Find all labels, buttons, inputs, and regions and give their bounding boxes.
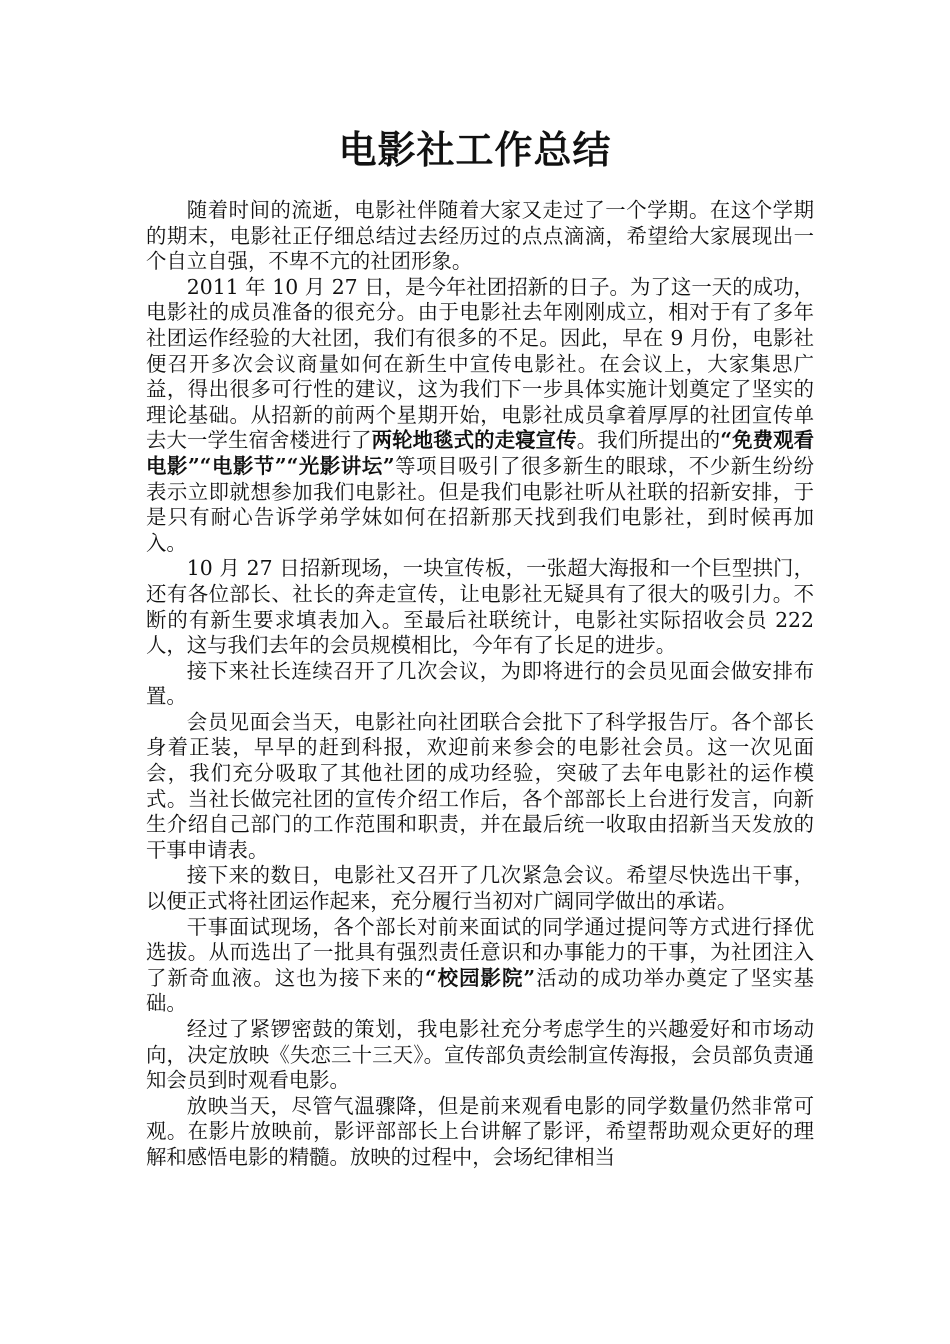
text-segment: 等项目吸引了很多新生的眼球，不少新生纷纷表示立即就想参加我们电影社。但是我们电影社听从社联的招新安排，于是只有耐心告诉学弟学妹如何在招新那天找到我们电影社，到时候再加入。 <box>146 453 814 555</box>
text-segment: 干事面试现场，各个部长对前来面试的同学通过提问等方式进行择优选拔。从而选出了一批具有强烈责任意识和办事能力的干事，为社团注入了新奇血液。这也为接下来的 <box>146 914 814 990</box>
text-segment: 10 月 27 日招新现场，一块宣传板，一张超大海报和一个巨型拱门，还有各位部长、社长的奔走宣传，让电影社无疑具有了很大的吸引力。不断的有新生要求填表加入。至最后社联统计，电影社实际招收会员 222 人，这与我们去年的会员规模相比，今年有了长足的进步。 <box>146 556 814 658</box>
text-segment: 会员见面会当天，电影社向社团联合会批下了科学报告厅。各个部长身着正装，早早的赶到科报，欢迎前来参会的电影社会员。这一次见面会，我们充分吸取了其他社团的成功经验，突破了去年电影社的运作模式。当社长做完社团的宣传介绍工作后，各个部部长上台进行发言，向新生介绍自己部门的工作范围和职责，并在最后统一收取由招新当天发放的干事申请表。 <box>146 709 814 862</box>
bold-text-segment: 两轮地毯式的走寝宣传 <box>371 428 577 453</box>
paragraph <box>146 915 814 1017</box>
paragraph <box>146 863 814 914</box>
bold-text-segment: “免费观看电影”“电影节”“光影讲坛” <box>146 428 815 478</box>
text-segment: 2011 年 10 月 27 日，是今年社团招新的日子。为了这一天的成功，电影社的成员准备的很充分。由于电影社去年刚刚成立，相对于有了多年社团运作经验的大社团，我们有很多的不足。因此，早在 9 月份，电影社便召开多次会议商量如何在新生中宣传电影社。在会议上，大家集思广益，得出很多可行性的建议，这为我们下一步具体实施计划奠定了坚实的理论基础。从招新的前两个星期开始，电影社成员拿着厚厚的社团宣传单去大一学生宿舍楼进行了 <box>146 274 814 453</box>
text-segment: 活动的成功举办奠定了坚实基础。 <box>146 965 814 1016</box>
paragraph <box>146 275 814 557</box>
bold-text-segment: “校园影院” <box>424 965 536 990</box>
paragraph <box>146 659 814 710</box>
paragraph <box>146 556 814 658</box>
text-segment: 接下来社长连续召开了几次会议，为即将进行的会员见面会做安排布置。 <box>146 658 814 709</box>
text-segment: 放映当天，尽管气温骤降，但是前来观看电影的同学数量仍然非常可观。在影片放映前，影评部部长上台讲解了影评，希望帮助观众更好的理解和感悟电影的精髓。放映的过程中，会场纪律相当 <box>146 1093 814 1169</box>
paragraph <box>146 198 814 275</box>
paragraph <box>146 1094 814 1171</box>
text-segment: 随着时间的流逝，电影社伴随着大家又走过了一个学期。在这个学期的期末，电影社正仔细总结过去经历过的点点滴滴，希望给大家展现出一个自立自强，不卑不亢的社团形象。 <box>146 198 814 274</box>
text-segment: 。我们所提出的 <box>576 428 721 453</box>
document-title: 电影社工作总结 <box>338 127 612 172</box>
paragraph <box>146 710 814 864</box>
text-segment: 接下来的数日，电影社又召开了几次紧急会议。希望尽快选出干事，以便正式将社团运作起来，充分履行当初对广阔同学做出的承诺。 <box>146 863 814 914</box>
document-body <box>146 198 814 1171</box>
text-segment: 经过了紧锣密鼓的策划，我电影社充分考虑学生的兴趣爱好和市场动向，决定放映《失恋三十三天》。宣传部负责绘制宣传海报，会员部负责通知会员到时观看电影。 <box>146 1017 814 1093</box>
paragraph <box>146 1017 814 1094</box>
